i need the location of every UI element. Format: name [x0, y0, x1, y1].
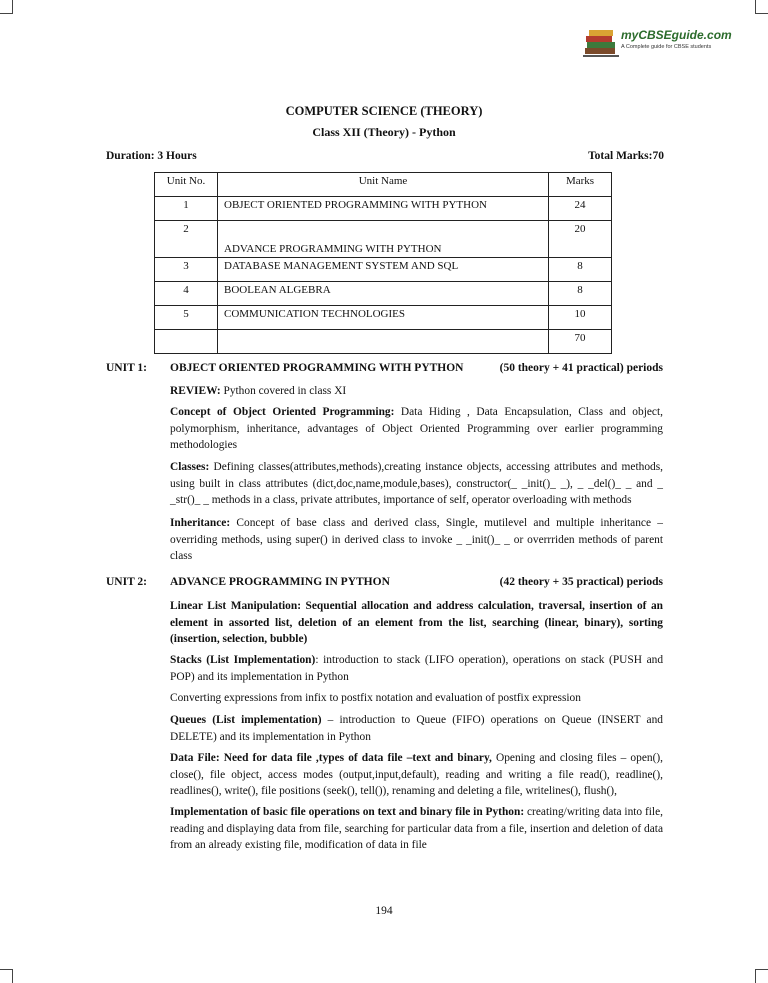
concept-text: Data Hiding , Data Encapsulation, Class and object, polymorphism, inheritance, advantages of Object Oriented Programming over earlier programming methodologies	[170, 406, 663, 451]
document-title: COMPUTER SCIENCE (THEORY)	[285, 104, 483, 118]
unit-2-periods: (42 theory + 35 practical) periods	[499, 576, 663, 588]
crop-mark-bottom-right	[755, 969, 756, 983]
logo-tagline: A Complete guide for CBSE students	[621, 44, 712, 50]
table-row	[155, 306, 612, 330]
implementation-heading: Implementation of basic file operations on text and binary file in Python:	[170, 806, 525, 818]
mycbseguide-logo	[583, 26, 732, 60]
cell-unit-no: 3	[155, 258, 218, 282]
review-heading: REVIEW:	[170, 385, 221, 397]
cell-unit-no: 4	[155, 282, 218, 306]
cell-unit-no: 1	[155, 197, 218, 221]
unit-1-classes	[170, 459, 663, 509]
unit-1-title: OBJECT ORIENTED PROGRAMMING WITH PYTHON	[170, 362, 464, 374]
queues-text: – introduction to Queue (FIFO) operations on Queue (INSERT and DELETE) and its implementation in Python	[170, 714, 663, 743]
data-file-heading: Data File: Need for data file ,types of data file –text and binary,	[170, 752, 492, 764]
inheritance-heading: Inheritance:	[170, 517, 231, 529]
cell-unit-no: 2	[155, 221, 218, 258]
stacks-text: : introduction to stack (LIFO operation), operations on stack (PUSH and POP) and its implementation in Python	[170, 654, 664, 683]
queues-heading: Queues (List implementation)	[170, 714, 322, 726]
unit-1-inheritance	[170, 515, 663, 565]
crop-mark-top-right-h	[755, 13, 768, 14]
unit-2-label: UNIT 2:	[106, 576, 148, 588]
linear-list-text: Linear List Manipulation: Sequential allocation and address calculation, traversal, insertion of an element in assorted list, deletion of an element from the list, searching (linear, binary), sorting (insertion, selection, bubble)	[170, 600, 663, 645]
cell-marks: 20	[549, 221, 612, 258]
header-unit-name: Unit Name	[218, 173, 549, 197]
implementation-text: creating/writing data into file, reading and displaying data from file, searching for particular data from a file, insertion and deletion of data from an already existing file, modification of data in file	[170, 806, 664, 851]
unit-1-label: UNIT 1:	[106, 362, 148, 374]
unit-1-heading	[170, 362, 663, 374]
cell-unit-name: COMMUNICATION TECHNOLOGIES	[218, 306, 549, 330]
unit-1-periods: (50 theory + 41 practical) periods	[499, 362, 663, 374]
cell-unit-name: BOOLEAN ALGEBRA	[218, 282, 549, 306]
cell-unit-name: DATABASE MANAGEMENT SYSTEM AND SQL	[218, 258, 549, 282]
unit-2-implementation	[170, 804, 663, 854]
review-text: Python covered in class XI	[220, 385, 347, 397]
cell-unit-name: OBJECT ORIENTED PROGRAMMING WITH PYTHON	[218, 197, 549, 221]
convert-text: Converting expressions from infix to postfix notation and evaluation of postfix expression	[170, 692, 581, 704]
cell-unit-name	[218, 330, 549, 354]
cell-marks: 10	[549, 306, 612, 330]
unit-1-review	[170, 383, 663, 400]
logo-brand-text: myCBSEguide.com	[621, 28, 732, 42]
crop-mark-top-left-h	[0, 13, 13, 14]
cell-marks: 8	[549, 282, 612, 306]
table-row	[155, 258, 612, 282]
crop-mark-bottom-left	[12, 969, 13, 983]
duration-label: Duration: 3 Hours	[106, 150, 197, 162]
cell-marks: 24	[549, 197, 612, 221]
unit-2-data-file	[170, 750, 663, 800]
header-unit-no: Unit No.	[155, 173, 218, 197]
total-marks-label: Total Marks:70	[588, 150, 664, 162]
concept-heading: Concept of Object Oriented Programming:	[170, 406, 395, 418]
unit-2-stacks	[170, 652, 663, 685]
table-row	[155, 197, 612, 221]
unit-2-heading	[170, 576, 663, 588]
table-row	[155, 221, 612, 258]
cell-total-marks: 70	[549, 330, 612, 354]
table-header-row	[155, 173, 612, 197]
table-row	[155, 282, 612, 306]
crop-mark-bottom-right-h	[755, 969, 768, 970]
unit-1-concept	[170, 404, 663, 454]
stacks-heading: Stacks (List Implementation)	[170, 654, 316, 666]
page-number: 194	[375, 905, 393, 917]
unit-2-linear-list	[170, 598, 663, 648]
classes-text: Defining classes(attributes,methods),creating instance objects, accessing attributes and methods, using built in class attributes (dict,doc,name,module,bases), constructor(_ _init()_ _), _ _del()_ _ and _ _str()_ _ methods in a class, private attributes, importance of self, operator overloading with methods	[170, 461, 663, 506]
unit-marks-table	[154, 172, 612, 354]
data-file-text: Opening and closing files – open(), close(), file object, access modes (output,input,default), reading and writing a file read(), readline(), readlines(), write(), file positions (seek(), tell()), renaming and deleting a file, writelines(), flush(),	[170, 752, 663, 797]
cell-marks: 8	[549, 258, 612, 282]
inheritance-text: Concept of base class and derived class, Single, mutilevel and multiple inheritance – overriding methods, using super() in derived class to invoke _ _init()_ _ or overrriden methods of parent class	[170, 517, 663, 562]
header-marks: Marks	[549, 173, 612, 197]
classes-heading: Classes:	[170, 461, 210, 473]
unit-2-convert	[170, 690, 663, 707]
crop-mark-top-right	[755, 0, 756, 14]
crop-mark-top-left	[12, 0, 13, 14]
document-subtitle: Class XII (Theory) - Python	[312, 125, 456, 139]
unit-2-queues	[170, 712, 663, 745]
cell-unit-name: ADVANCE PROGRAMMING WITH PYTHON	[218, 221, 549, 258]
books-icon	[583, 26, 619, 60]
cell-unit-no	[155, 330, 218, 354]
unit-2-title: ADVANCE PROGRAMMING IN PYTHON	[170, 576, 390, 588]
cell-unit-no: 5	[155, 306, 218, 330]
crop-mark-bottom-left-h	[0, 969, 13, 970]
table-total-row	[155, 330, 612, 354]
